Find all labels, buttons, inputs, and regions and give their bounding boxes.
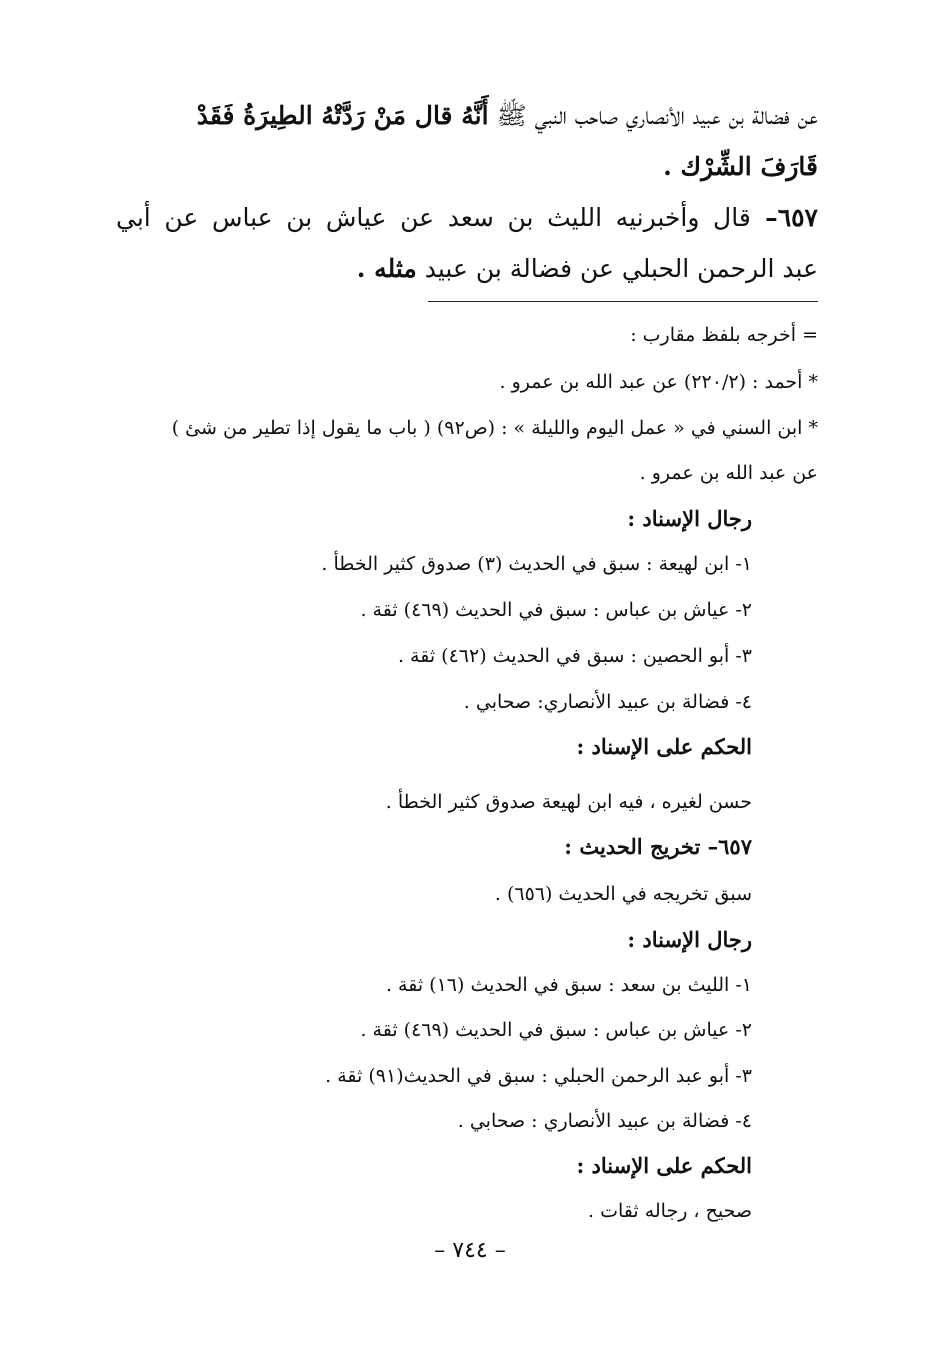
- narrator-list-item: ١- الليث بن سعد : سبق في الحديث (١٦) ثقة .: [385, 974, 752, 996]
- hadith-657-text: قال وأخبرنيه الليث بن سعد عن عياش بن عباس عن أبي: [116, 203, 751, 232]
- footnote-line-1: = أخرجه بلفظ مقارب :: [630, 324, 818, 346]
- page-number: – ٧٤٤ –: [434, 1238, 506, 1263]
- hukm-text: صحيح ، رجاله ثقات .: [588, 1200, 752, 1222]
- footnote-line-3: * ابن السني في « عمل اليوم والليلة » : (ص٩٢) ( باب ما يقول إذا تطير من شئ ): [171, 417, 818, 439]
- hadith-text-line-1: [197, 100, 818, 132]
- hukm-text: حسن لغيره ، فيه ابن لهيعة صدوق كثير الخطأ .: [385, 791, 752, 813]
- hadith-657-text-cont: عبد الرحمن الحبلي عن فضالة بن عبيد: [416, 254, 818, 283]
- hadith-number: ٦٥٧–: [750, 203, 818, 232]
- takhrij-text: سبق تخريجه في الحديث (٦٥٦) .: [494, 883, 752, 905]
- hadith-657-line-1: [116, 202, 818, 234]
- footnote-line-4: عن عبد الله بن عمرو .: [639, 462, 818, 484]
- hadith-657-bold: مثله .: [356, 254, 417, 283]
- hadith-657-line-2: [357, 253, 818, 285]
- narrator-list-item: ٤- فضالة بن عبيد الأنصاري : صحابي .: [457, 1110, 752, 1132]
- section-heading-hukm-1: الحكم على الإسناد :: [576, 734, 752, 759]
- footnote-line-2: * أحمد : (٢٢٠/٢) عن عبد الله بن عمرو .: [499, 371, 818, 393]
- hadith-text-plain: عن فضالة بن عبيد الأنصاري صاحب النبي ﷺ: [488, 101, 818, 130]
- narrator-list-item: ٢- عياش بن عباس : سبق في الحديث (٤٦٩) ثقة .: [360, 599, 752, 621]
- narrator-list-item: ٣- أبو الحصين : سبق في الحديث (٤٦٢) ثقة .: [397, 645, 752, 667]
- hadith-text-bold: أَنَّهُ قال مَنْ رَدَّتْهُ الطِيرَةُ فَقَدْ: [196, 101, 489, 130]
- narrator-list-item: ٣- أبو عبد الرحمن الحبلي : سبق في الحديث(٩١) ثقة .: [325, 1065, 752, 1087]
- narrator-list-item: ٢- عياش بن عباس : سبق في الحديث (٤٦٩) ثقة .: [360, 1019, 752, 1041]
- section-heading-hukm-2: الحكم على الإسناد :: [576, 1153, 752, 1178]
- footnote-separator: [428, 301, 818, 302]
- narrator-list-item: ١- ابن لهيعة : سبق في الحديث (٣) صدوق كثير الخطأ .: [321, 553, 752, 575]
- narrator-list-item: ٤- فضالة بن عبيد الأنصاري: صحابي .: [463, 691, 752, 713]
- section-heading-rijal-2: رجال الإسناد :: [627, 927, 752, 952]
- section-heading-takhrij: ٦٥٧– تخريج الحديث :: [564, 834, 752, 859]
- hadith-text-line-2: قَارَفَ الشِّرْك .: [663, 152, 818, 181]
- section-heading-rijal-1: رجال الإسناد :: [627, 506, 752, 531]
